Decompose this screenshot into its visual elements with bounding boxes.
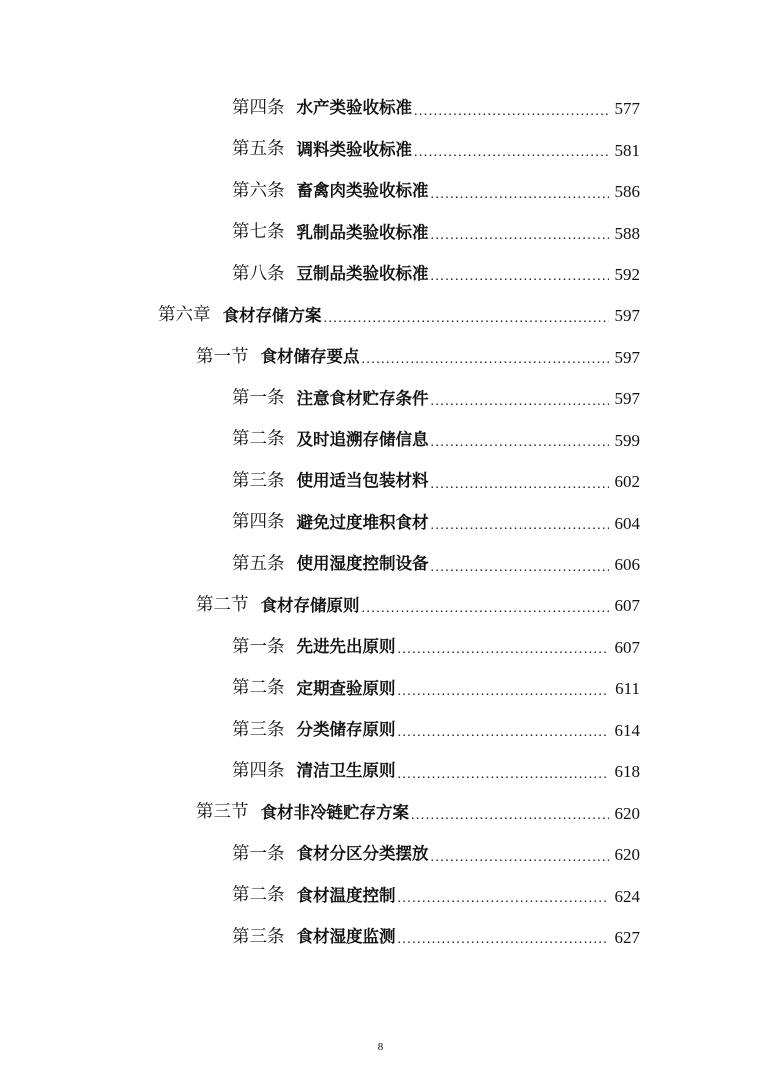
entry-label: 第一节 — [196, 346, 249, 367]
entry-page-number: 586 — [614, 182, 640, 202]
entry-label: 第三条 — [232, 926, 285, 947]
dot-leader — [431, 561, 610, 575]
entry-label: 第二条 — [232, 429, 285, 450]
entry-label: 第四条 — [232, 512, 285, 533]
entry-title: 食材分区分类摆放 — [296, 844, 429, 864]
entry-label: 第三条 — [232, 470, 285, 491]
entry-page-number: 588 — [614, 223, 640, 243]
entry-title: 食材储存要点 — [260, 347, 360, 367]
entry-title: 清洁卫生原则 — [296, 761, 396, 781]
dot-leader — [431, 519, 610, 533]
toc-entry[interactable] — [0, 212, 761, 253]
entry-title: 食材存储原则 — [260, 595, 360, 615]
toc-entry[interactable] — [0, 710, 761, 751]
entry-title: 注意食材贮存条件 — [296, 388, 429, 408]
dot-leader — [398, 933, 610, 947]
dot-leader — [398, 768, 610, 782]
entry-label: 第八条 — [232, 263, 285, 284]
entry-label: 第四条 — [232, 97, 285, 118]
entry-page-number: 624 — [614, 886, 640, 906]
entry-title: 畜禽肉类验收标准 — [296, 181, 429, 201]
entry-page-number: 602 — [614, 472, 640, 492]
toc-entry[interactable] — [0, 627, 761, 668]
entry-page-number: 607 — [614, 596, 640, 616]
entry-label: 第一条 — [232, 636, 285, 657]
entry-page-number: 599 — [614, 430, 640, 450]
dot-leader — [431, 851, 610, 865]
toc-entry-section[interactable] — [0, 792, 761, 833]
entry-title: 先进先出原则 — [296, 637, 396, 657]
entry-label: 第六章 — [158, 305, 211, 326]
dot-leader — [431, 188, 610, 202]
page-number-footer: 8 — [377, 1041, 384, 1053]
entry-page-number: 618 — [614, 762, 640, 782]
dot-leader — [398, 685, 610, 699]
toc-entry[interactable] — [0, 254, 761, 295]
dot-leader — [431, 478, 610, 492]
entry-label: 第三节 — [196, 802, 249, 823]
entry-label: 第一条 — [232, 388, 285, 409]
entry-title: 定期查验原则 — [296, 678, 396, 698]
toc-entry[interactable] — [0, 751, 761, 792]
entry-title: 乳制品类验收标准 — [296, 222, 429, 242]
entry-title: 水产类验收标准 — [296, 98, 412, 118]
entry-title: 食材存储方案 — [222, 305, 322, 325]
toc-entry-section[interactable] — [0, 337, 761, 378]
entry-label: 第五条 — [232, 139, 285, 160]
entry-label: 第二条 — [232, 885, 285, 906]
toc-entry[interactable] — [0, 171, 761, 212]
entry-page-number: 606 — [614, 555, 640, 575]
entry-title: 食材温度控制 — [296, 885, 396, 905]
entry-title: 豆制品类验收标准 — [296, 264, 429, 284]
entry-title: 调料类验收标准 — [296, 139, 412, 159]
entry-title: 使用适当包装材料 — [296, 471, 429, 491]
toc-entry[interactable] — [0, 378, 761, 419]
dot-leader — [431, 229, 610, 243]
dot-leader — [324, 312, 610, 326]
dot-leader — [431, 436, 610, 450]
dot-leader — [362, 353, 610, 367]
toc-entry[interactable] — [0, 502, 761, 543]
toc-entry[interactable] — [0, 420, 761, 461]
entry-label: 第四条 — [232, 760, 285, 781]
dot-leader — [431, 395, 610, 409]
entry-label: 第二条 — [232, 678, 285, 699]
entry-title: 食材湿度监测 — [296, 927, 396, 947]
dot-leader — [414, 146, 609, 160]
toc-entry[interactable] — [0, 875, 761, 916]
entry-page-number: 627 — [614, 927, 640, 947]
entry-label: 第七条 — [232, 222, 285, 243]
entry-title: 避免过度堆积食材 — [296, 512, 429, 532]
entry-label: 第五条 — [232, 553, 285, 574]
toc-entry[interactable] — [0, 88, 761, 129]
dot-leader — [362, 602, 610, 616]
entry-title: 使用湿度控制设备 — [296, 554, 429, 574]
entry-page-number: 604 — [614, 513, 640, 533]
entry-page-number: 614 — [614, 720, 640, 740]
toc-entry[interactable] — [0, 129, 761, 170]
dot-leader — [414, 105, 609, 119]
entry-page-number: 577 — [614, 99, 640, 119]
entry-page-number: 607 — [614, 637, 640, 657]
dot-leader — [431, 270, 610, 284]
toc-entry-chapter[interactable] — [0, 295, 761, 336]
entry-title: 食材非冷链贮存方案 — [260, 802, 409, 822]
toc-entry[interactable] — [0, 917, 761, 958]
entry-page-number: 597 — [614, 347, 640, 367]
entry-title: 分类储存原则 — [296, 720, 396, 740]
entry-page-number: 620 — [614, 845, 640, 865]
dot-leader — [398, 892, 610, 906]
dot-leader — [398, 726, 610, 740]
toc-entry[interactable] — [0, 834, 761, 875]
entry-title: 及时追溯存储信息 — [296, 429, 429, 449]
entry-label: 第六条 — [232, 180, 285, 201]
entry-page-number: 597 — [614, 306, 640, 326]
dot-leader — [398, 643, 610, 657]
toc-entry-section[interactable] — [0, 585, 761, 626]
entry-page-number: 592 — [614, 264, 640, 284]
toc-entry[interactable] — [0, 668, 761, 709]
entry-page-number: 581 — [614, 140, 640, 160]
dot-leader — [411, 809, 609, 823]
table-of-contents — [0, 88, 761, 958]
entry-page-number: 620 — [614, 803, 640, 823]
toc-entry[interactable] — [0, 461, 761, 502]
entry-label: 第三条 — [232, 719, 285, 740]
entry-page-number: 597 — [614, 389, 640, 409]
toc-entry[interactable] — [0, 544, 761, 585]
entry-label: 第一条 — [232, 843, 285, 864]
entry-page-number: 611 — [615, 679, 640, 699]
entry-label: 第二节 — [196, 595, 249, 616]
